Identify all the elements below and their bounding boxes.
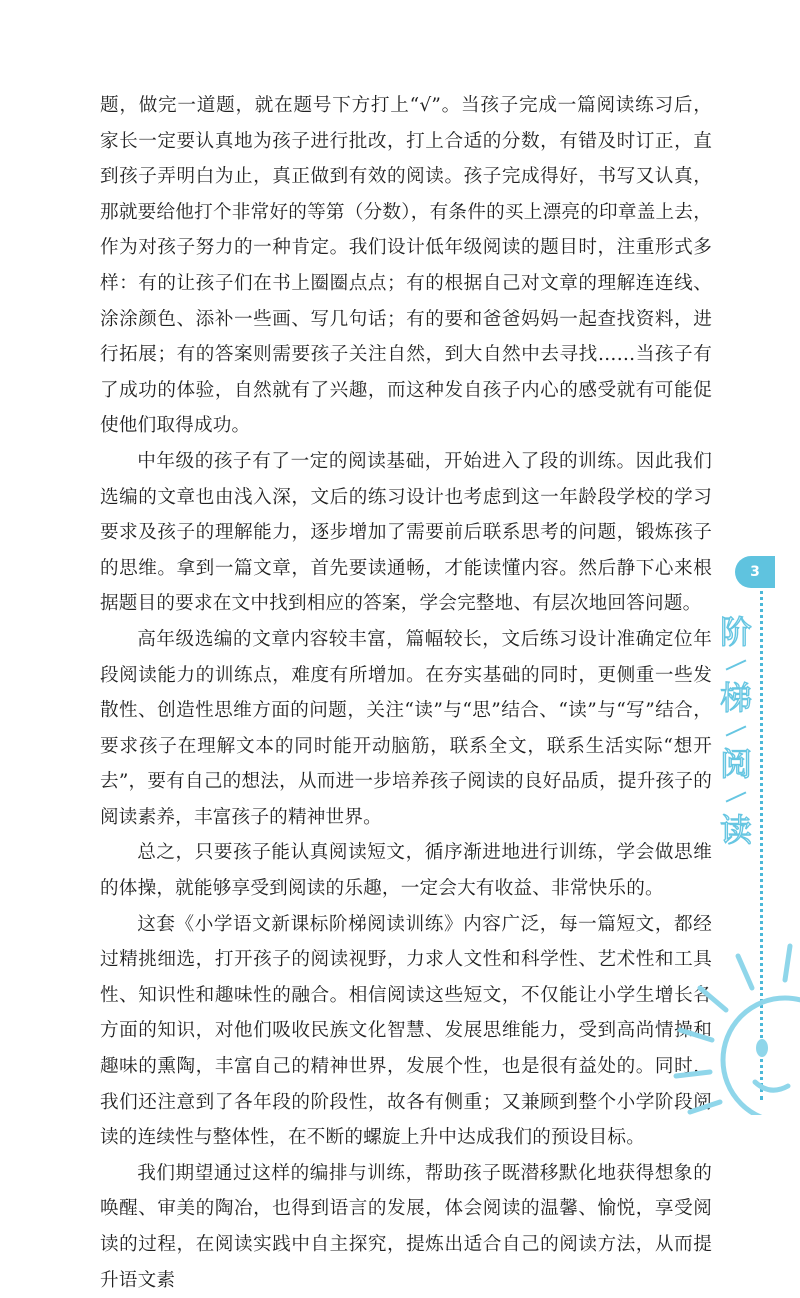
side-title-divider — [726, 725, 747, 736]
paragraph-5: 这套《小学语文新课标阶梯阅读训练》内容广泛，每一篇短文，都经过精挑细选，打开孩子的阅读视野，力求人文性和科学性、艺术性和工具性、知识性和趣味性的融合。相信阅读这些短文，不仅能让小学生增长各方面的知识，对他们吸收民族文化智慧、发展思维能力，受到高尚情操和趣味的熏陶，丰富自己的精神世界，发展个性，也是很有益处的。同时，我们还注意到了各年段的阶段性，故各有侧重；又兼顾到整个小学阶段阅读的连续性与整体性，在不断的螺旋上升中达成我们的预设目标。 — [100, 913, 712, 1149]
page-number: 3 — [750, 564, 760, 580]
page-number-badge — [735, 556, 775, 588]
paragraph-2: 中年级的孩子有了一定的阅读基础，开始进入了段的训练。因此我们选编的文章也由浅入深，文后的练习设计也考虑到这一年龄段学校的学习要求及孩子的理解能力，逐步增加了需要前后联系思考的问题，锻炼孩子的思维。拿到一篇文章，首先要读通畅，才能读懂内容。然后静下心来根据题目的要求在文中找到相应的答案，学会完整地、有层次地回答问题。 — [100, 450, 712, 615]
paragraph-4: 总之，只要孩子能认真阅读短文，循序渐进地进行训练，学会做思维的体操，就能够享受到阅读的乐趣，一定会大有收益、非常快乐的。 — [100, 842, 712, 900]
side-title-divider — [726, 791, 747, 802]
paragraph-6: 我们期望通过这样的编排与训练，帮助孩子既潜移默化地获得想象的唤醒、审美的陶冶，也得到语言的发展，体会阅读的温馨、愉悦，享受阅读的过程，在阅读实践中自主探究，提炼出适合自己的阅读方法，从而提升语文素 — [100, 1162, 712, 1291]
side-title-char-1: 阶 — [719, 613, 752, 651]
side-title-char-2: 梯 — [719, 679, 752, 717]
sun-doodle-icon — [640, 860, 800, 1115]
paragraph-1: 题，做完一道题，就在题号下方打上“√”。当孩子完成一篇阅读练习后，家长一定要认真地为孩子进行批改，打上合适的分数，有错及时订正，直到孩子弄明白为止，真正做到有效的阅读。孩子完成得好，书写又认真，那就要给他打个非常好的等第（分数），有条件的买上漂亮的印章盖上去，作为对孩子努力的一种肯定。我们设计低年级阅读的题目时，注重形式多样：有的让孩子们在书上圈圈点点；有的根据自己对文章的理解连连线、涂涂颜色、添补一些画、写几句话；有的要和爸爸妈妈一起查找资料，进行拓展；有的答案则需要孩子关注自然，到大自然中去寻找……当孩子有了成功的体验，自然就有了兴趣，而这种发自孩子内心的感受就有可能促使他们取得成功。 — [100, 95, 712, 437]
paragraph-3: 高年级选编的文章内容较丰富，篇幅较长，文后练习设计准确定位年段阅读能力的训练点，难度有所增加。在夯实基础的同时，更侧重一些发散性、创造性思维方面的问题，关注“读”与“思”结合、“读”与“写”结合，要求孩子在理解文本的同时能开动脑筋，联系全文，联系生活实际“想开去”，要有自己的想法，从而进一步培养孩子阅读的良好品质，提升孩子的阅读素养，丰富孩子的精神世界。 — [100, 628, 712, 828]
side-title-char-3: 阅 — [719, 745, 752, 783]
side-series-title — [712, 612, 760, 850]
side-title-char-4: 读 — [719, 811, 752, 849]
side-title-divider — [726, 659, 747, 670]
body-text — [100, 88, 712, 1298]
